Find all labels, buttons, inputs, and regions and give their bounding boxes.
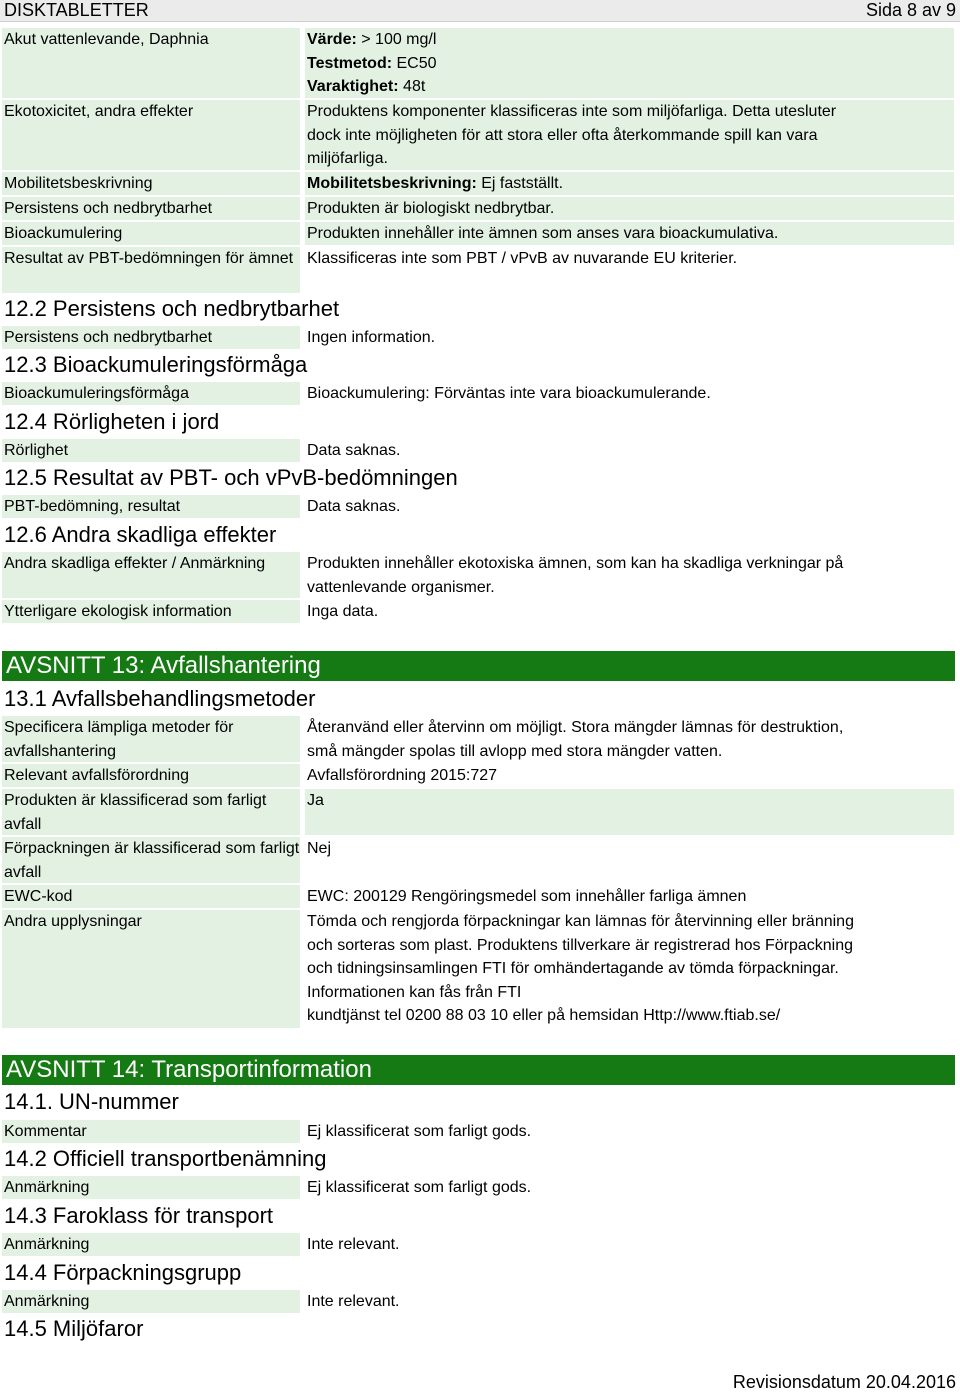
row-pbt	[0, 247, 960, 293]
subsection-title: 12.6 Andra skadliga effekter	[4, 522, 277, 547]
row-value: Ja	[305, 789, 954, 835]
row-shipping-name-note	[0, 1176, 960, 1199]
row-label: Anmärkning	[2, 1176, 300, 1199]
row-label: Ekotoxicitet, andra effekter	[2, 100, 300, 170]
row-value: Produktens komponenter klassificeras inte som miljöfarliga. Detta utesluter dock inte möjligheten för att stora eller ofta återkommande spill kan vara miljöfarliga.	[305, 100, 954, 170]
subsection-title: 12.3 Bioackumuleringsförmåga	[4, 352, 308, 377]
row-value: Nej	[307, 840, 332, 857]
row-label: Akut vattenlevande, Daphnia	[2, 28, 300, 98]
subsection-title: 12.5 Resultat av PBT- och vPvB-bedömningen	[4, 465, 458, 490]
row-label: Specificera lämpliga metoder för avfallshantering	[2, 716, 300, 762]
row-value: Produkten innehåller ekotoxiska ämnen, som kan ha skadliga verkningar på vattenlevande organismer.	[307, 555, 844, 596]
row-label: Rörlighet	[2, 439, 300, 462]
row-persistence-info	[0, 326, 960, 349]
row-additional-info	[0, 600, 960, 623]
section-13-banner: AVSNITT 13: Avfallshantering	[2, 651, 955, 681]
row-label: PBT-bedömning, resultat	[2, 495, 300, 518]
row-value: Produkten är biologiskt nedbrytbar.	[305, 197, 954, 220]
row-label: Ytterligare ekologisk information	[2, 600, 300, 623]
row-value: Ej klassificerat som farligt gods.	[307, 1123, 532, 1140]
row-label: Anmärkning	[2, 1290, 300, 1313]
row-waste-regulation	[0, 764, 960, 787]
row-label: Kommentar	[2, 1120, 300, 1143]
subsection-title: 14.1. UN-nummer	[4, 1089, 179, 1114]
page-header	[0, 0, 960, 22]
row-value: Ingen information.	[307, 329, 436, 346]
row-disposal-methods	[0, 716, 960, 762]
document-title: DISKTABLETTER	[4, 0, 149, 20]
row-label: Persistens och nedbrytbarhet	[2, 197, 300, 220]
subsection-title: 14.5 Miljöfaror	[4, 1316, 144, 1341]
row-label: Anmärkning	[2, 1233, 300, 1256]
row-mobility	[0, 172, 960, 195]
row-label: Förpackningen är klassificerad som farligt avfall	[2, 837, 300, 883]
row-value: Tömda och rengjorda förpackningar kan lämnas för återvinning eller bränning och sorteras som plast. Produktens tillverkare är registrerad hos Förpackning och tidningsinsamlingen FTI för omhändertagande av tömda förpackningar. Informationen kan fås från FTI kundtjänst tel 0200 88 03 10 eller på hemsidan Http://www.ftiab.se/	[307, 913, 854, 1025]
row-label: Produkten är klassificerad som farligt avfall	[2, 789, 300, 835]
subsection-title: 12.4 Rörligheten i jord	[4, 409, 220, 434]
row-persistence	[0, 197, 960, 220]
row-value: Avfallsförordning 2015:727	[307, 767, 498, 784]
row-bioaccumulative-potential	[0, 382, 960, 405]
row-label: Bioackumulering	[2, 222, 300, 245]
row-packaging-hazardous-waste	[0, 837, 960, 883]
row-value: Ej klassificerat som farligt gods.	[307, 1179, 532, 1196]
row-label: Bioackumuleringsförmåga	[2, 382, 300, 405]
row-bioaccumulation	[0, 222, 960, 245]
row-pbt-result	[0, 495, 960, 518]
row-value: Klassificeras inte som PBT / vPvB av nuvarande EU kriterier.	[307, 250, 738, 267]
row-value: Data saknas.	[307, 442, 401, 459]
row-ekotox	[0, 100, 960, 170]
section-14-banner: AVSNITT 14: Transportinformation	[2, 1055, 955, 1085]
row-other-effects	[0, 552, 960, 598]
row-value: Bioackumulering: Förväntas inte vara bioackumulerande.	[307, 385, 711, 402]
row-label: EWC-kod	[2, 885, 300, 908]
row-value: Inte relevant.	[307, 1293, 400, 1310]
row-other-information	[0, 910, 960, 1028]
row-label: Mobilitetsbeskrivning	[2, 172, 300, 195]
row-value: Data saknas.	[307, 498, 401, 515]
subsection-title: 14.3 Faroklass för transport	[4, 1203, 274, 1228]
row-daphnia	[0, 28, 960, 98]
row-value: EWC: 200129 Rengöringsmedel som innehåller farliga ämnen	[307, 888, 747, 905]
row-label: Andra skadliga effekter / Anmärkning	[2, 552, 300, 598]
row-value: Värde: > 100 mg/l Testmetod: EC50 Varaktighet: 48t	[305, 28, 954, 98]
row-product-hazardous-waste	[0, 789, 960, 835]
row-label: Andra upplysningar	[2, 910, 300, 1028]
row-label: Resultat av PBT-bedömningen för ämnet	[2, 247, 300, 293]
row-hazard-class-note	[0, 1233, 960, 1256]
subsection-title: 12.2 Persistens och nedbrytbarhet	[4, 296, 340, 321]
row-value: Produkten innehåller inte ämnen som anses vara bioackumulativa.	[305, 222, 954, 245]
row-label: Persistens och nedbrytbarhet	[2, 326, 300, 349]
row-value: Inte relevant.	[307, 1236, 400, 1253]
subsection-title: 14.4 Förpackningsgrupp	[4, 1260, 242, 1285]
row-label: Relevant avfallsförordning	[2, 764, 300, 787]
row-un-comment	[0, 1120, 960, 1143]
row-value: Inga data.	[307, 603, 379, 620]
revision-date: Revisionsdatum 20.04.2016	[732, 1372, 956, 1392]
row-value: Återanvänd eller återvinn om möjligt. Stora mängder lämnas för destruktion, små mängder spolas till avlopp med stora mängder vatten.	[307, 719, 844, 760]
row-mobility-soil	[0, 439, 960, 462]
row-packing-group-note	[0, 1290, 960, 1313]
row-ewc-code	[0, 885, 960, 908]
row-value: Mobilitetsbeskrivning: Ej fastställt.	[305, 172, 954, 195]
page-number: Sida 8 av 9	[865, 0, 956, 20]
subsection-title: 14.2 Officiell transportbenämning	[4, 1146, 327, 1171]
subsection-title: 13.1 Avfallsbehandlingsmetoder	[4, 686, 316, 711]
